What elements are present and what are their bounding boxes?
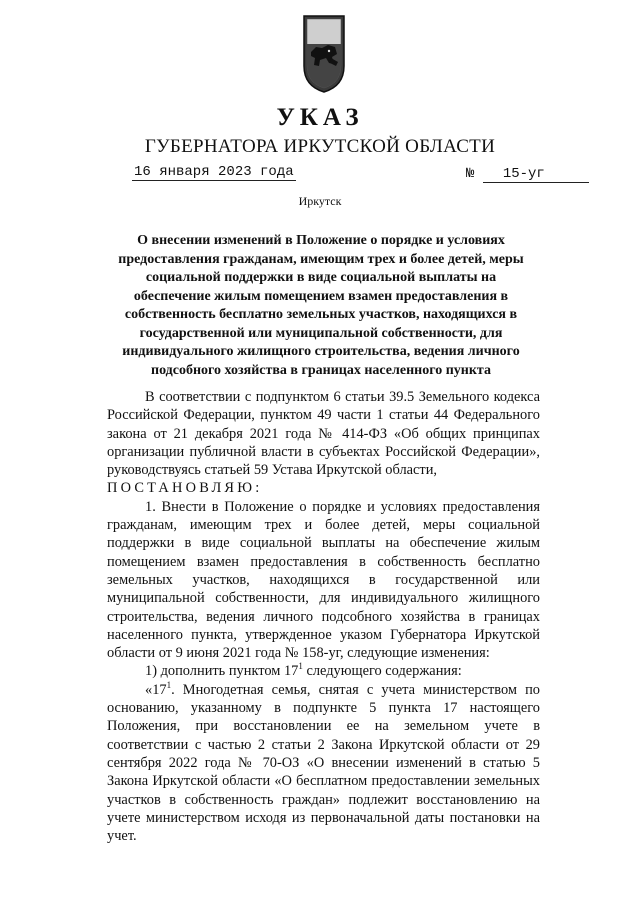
document-title: УКАЗ [276,104,364,131]
subitem-1-sup: 1 [298,661,303,672]
city-label: Иркутск [298,194,342,208]
number-value: 15-уг [483,166,589,183]
item-1-paragraph: 1. Внести в Положение о порядке и условиях предоставления гражданам, имеющим трех и более детей, меры социальной поддержки в виде социальной выплаты на обеспечение жилым помещением взамен предоставления в собственность бесплатно земельных участков, находящихся в государственной или муниципальной собственности, для индивидуального жилищного строительства, ведения личного подсобного хозяйства в границах населенного пункта, утвержденное указом Губернатора Иркутской области от 9 июня 2021 года № 158-уг, следующие изменения: [107,498,540,662]
document-heading: О внесении изменений в Положение о порядке и условиях предоставления гражданам, имеющим трех и более детей, меры социальной поддержки в виде социальной выплаты на обеспечение жилым помещением взамен предоставления в собственность бесплатно земельных участков, находящихся в государственной или муниципальной собственности, для индивидуального жилищного строительства, ведения личного подсобного хозяйства в границах населенного пункта [118,233,524,378]
subitem-1-text: 1) дополнить пунктом 17 [145,663,299,680]
document-date [132,164,296,180]
document-body [107,388,540,845]
quote-sup: 1 [166,679,172,690]
quoted-paragraph [107,681,540,846]
number-sign: № [466,166,475,182]
document-subtitle: ГУБЕРНАТОРА ИРКУТСКОЙ ОБЛАСТИ [144,136,496,157]
date-value: 16 января 2023 года [134,164,294,180]
quote-text: . Многодетная семья, снятая с учета министерством по основанию, указанному в подпункте 5 пункта 17 настоящего Положения, при восстановлении ее на земельном учете в соответствии с частью 2 статьи 2 Закона Иркутской области от 29 сентября 2022 года № 70-ОЗ «О внесении изменений в статью 5 Закона Иркутской области «О бесплатном предоставлении земельных участков в собственность граждан» подлежит восстановлению на учете министерством исходя из первоначальной даты постановки на учет. [107,681,540,845]
subitem-1-paragraph [107,662,540,680]
coat-of-arms-icon [302,14,346,94]
subitem-1-text-end: следующего содержания: [302,663,462,680]
preamble-paragraph: В соответствии с подпунктом 6 статьи 39.5 Земельного кодекса Российской Федерации, пунктом 49 части 1 статьи 44 Федерального закона от 21 декабря 2021 года № 414-ФЗ «Об общих принципах организации публичной власти в субъектах Российской Федерации», руководствуясь статьей 59 Устава Иркутской области, [107,389,540,479]
document-number [466,166,589,183]
quote-number: «17 [145,681,167,698]
decree-word: ПОСТАНОВЛЯЮ: [107,480,263,497]
